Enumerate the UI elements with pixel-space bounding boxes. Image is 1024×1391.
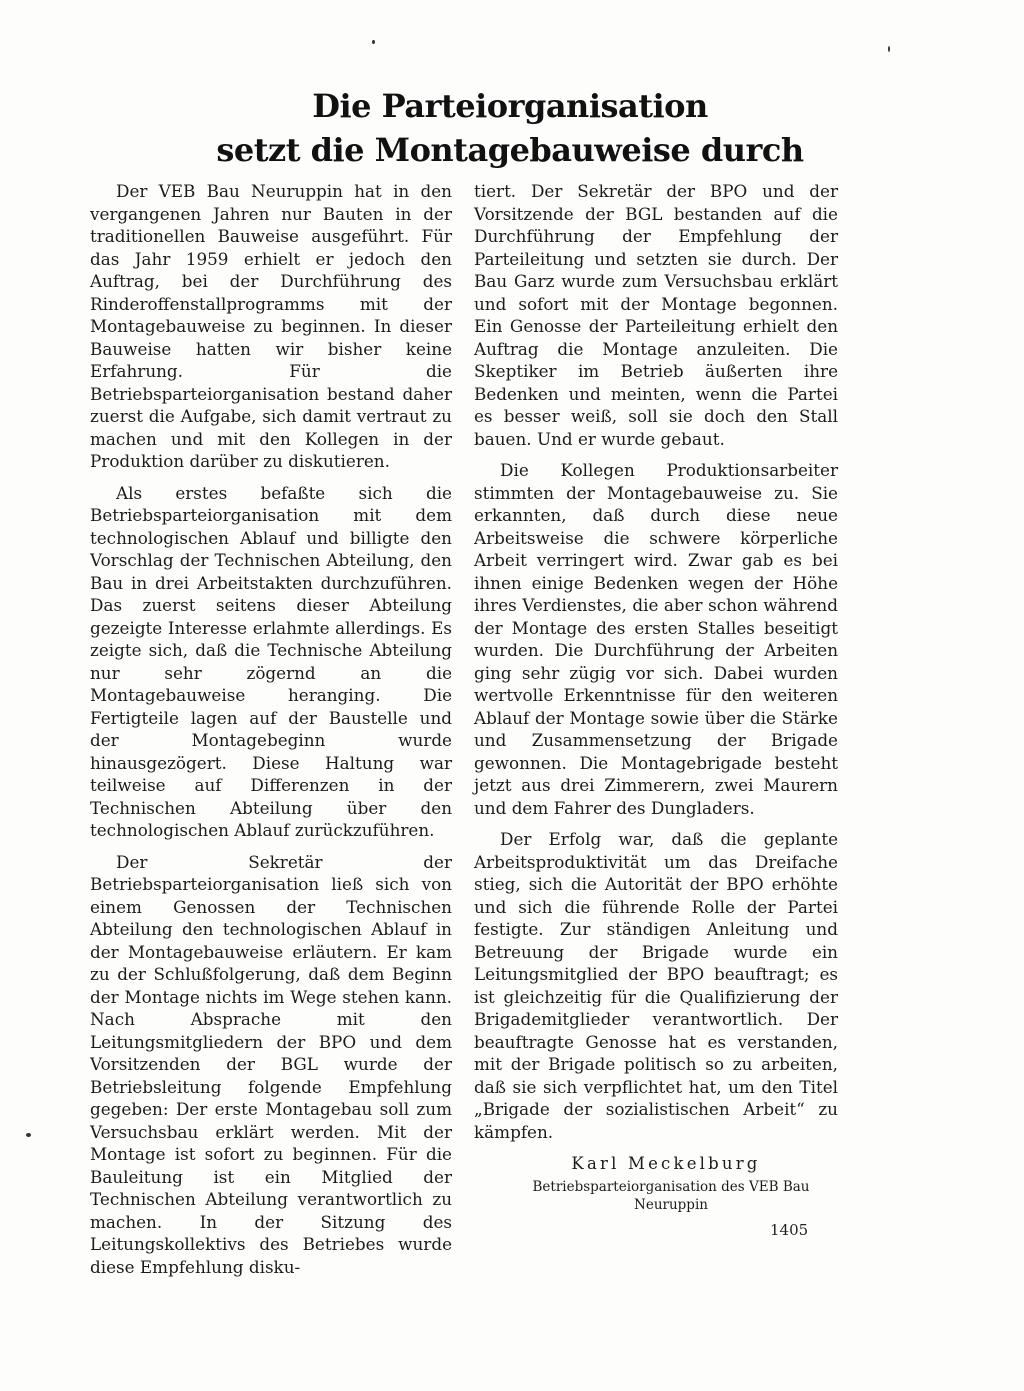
article-title [160,84,860,172]
paragraph: Als erstes befaßte sich die Betriebsparteiorganisation mit dem technologischen Ablauf und billigte den Vorschlag der Technischen Abteilung, den Bau in drei Arbeitstakten durchzuführen. Das zuerst seitens dieser Abteilung gezeigte Interesse erlahmte allerdings. Es zeigte sich, daß die Technische Abteilung nur sehr zögernd an die Montagebauweise heranging. Die Fertigteile lagen auf der Baustelle und der Montagebeginn wurde hinausgezögert. Diese Haltung war teilweise auf Differenzen in der Technischen Abteilung über den technologischen Ablauf zurückzuführen. [90,482,452,840]
scan-speck [26,1133,31,1137]
affiliation-line-1: Betriebsparteiorganisation des VEB Bau [532,1179,810,1195]
title-line-2: setzt die Montagebauweise durch [216,131,804,169]
author-affiliation [474,1178,838,1214]
paragraph: Der VEB Bau Neuruppin hat in den vergangenen Jahren nur Bauten in der traditionellen Bauweise ausgeführt. Für das Jahr 1959 erhielt er jedoch den Auftrag, bei der Durchführung des Rinderoffenstallprogramms mit der Montagebauweise zu beginnen. In dieser Bauweise hatten wir bisher keine Erfahrung. Für die Betriebsparteiorganisation bestand daher zuerst die Aufgabe, sich damit vertraut zu machen und mit den Kollegen in der Produktion darüber zu diskutieren. [90,181,452,471]
scan-speck [888,46,890,52]
paragraph: Die Kollegen Produktionsarbeiter stimmten der Montagebauweise zu. Sie erkannten, daß durch diese neue Arbeitsweise die schwere körperliche Arbeit verringert wird. Zwar gab es bei ihnen einige Bedenken wegen der Höhe ihres Verdienstes, die aber schon während der Montage des ersten Stalles beseitigt wurden. Die Durchführung der Arbeiten ging sehr zügig vor sich. Dabei wurden wertvolle Erkenntnisse für den weiteren Ablauf der Montage sowie über die Stärke und Zusammensetzung der Brigade gewonnen. Die Montagebrigade besteht jetzt aus drei Zimmerern, zwei Maurern und dem Fahrer des Dungladers. [474,460,838,818]
affiliation-line-2: Neuruppin [634,1197,708,1213]
paragraph: Der Erfolg war, daß die geplante Arbeitsproduktivität um das Dreifache stieg, sich die Autorität der BPO erhöhte und sich die führende Rolle der Partei festigte. Zur ständigen Anleitung und Betreuung der Brigade wurde ein Leitungsmitglied der BPO beauftragt; es ist gleichzeitig für die Qualifizierung der Brigademitglieder verantwortlich. Der beauftragte Genosse hat es verstanden, mit der Brigade politisch so zu arbeiten, daß sie sich verpflichtet hat, um den Titel „Brigade der sozialistischen Arbeit“ zu kämpfen. [474,829,838,1142]
author-name: Karl Meckelburg [571,1154,761,1173]
scan-speck [372,40,375,44]
paragraph-continuation: tiert. Der Sekretär der BPO und der Vorsitzende der BGL bestanden auf die Durchführung der Empfehlung der Parteileitung und setzten sie durch. Der Bau Garz wurde zum Versuchsbau erklärt und sofort mit der Montage begonnen. Ein Genosse der Parteileitung erhielt den Auftrag die Montage anzuleiten. Die Skeptiker im Betrieb äußerten ihre Bedenken und meinten, wenn die Partei es besser weiß, soll sie doch den Stall bauen. Und er wurde gebaut. [474,181,838,449]
left-column [90,180,452,1287]
paragraph: Der Sekretär der Betriebsparteiorganisation ließ sich von einem Genossen der Technischen Abteilung den technologischen Ablauf in der Montagebauweise erläutern. Er kam zu der Schlußfolgerung, daß dem Beginn der Montage nichts im Wege stehen kann. Nach Absprache mit den Leitungsmitgliedern der BPO und dem Vorsitzenden der BGL wurde der Betriebsleitung folgende Empfehlung gegeben: Der erste Montagebau soll zum Versuchsbau erklärt werden. Mit der Montage ist sofort zu beginnen. Für die Bauleitung ist ein Mitglied der Technischen Abteilung verantwortlich zu machen. In der Sitzung des Leitungskollektivs des Betriebes wurde diese Empfehlung disku- [90,851,452,1277]
right-column [474,180,838,1214]
page-number: 1405 [770,1221,809,1239]
title-line-1: Die Parteiorganisation [312,87,708,125]
